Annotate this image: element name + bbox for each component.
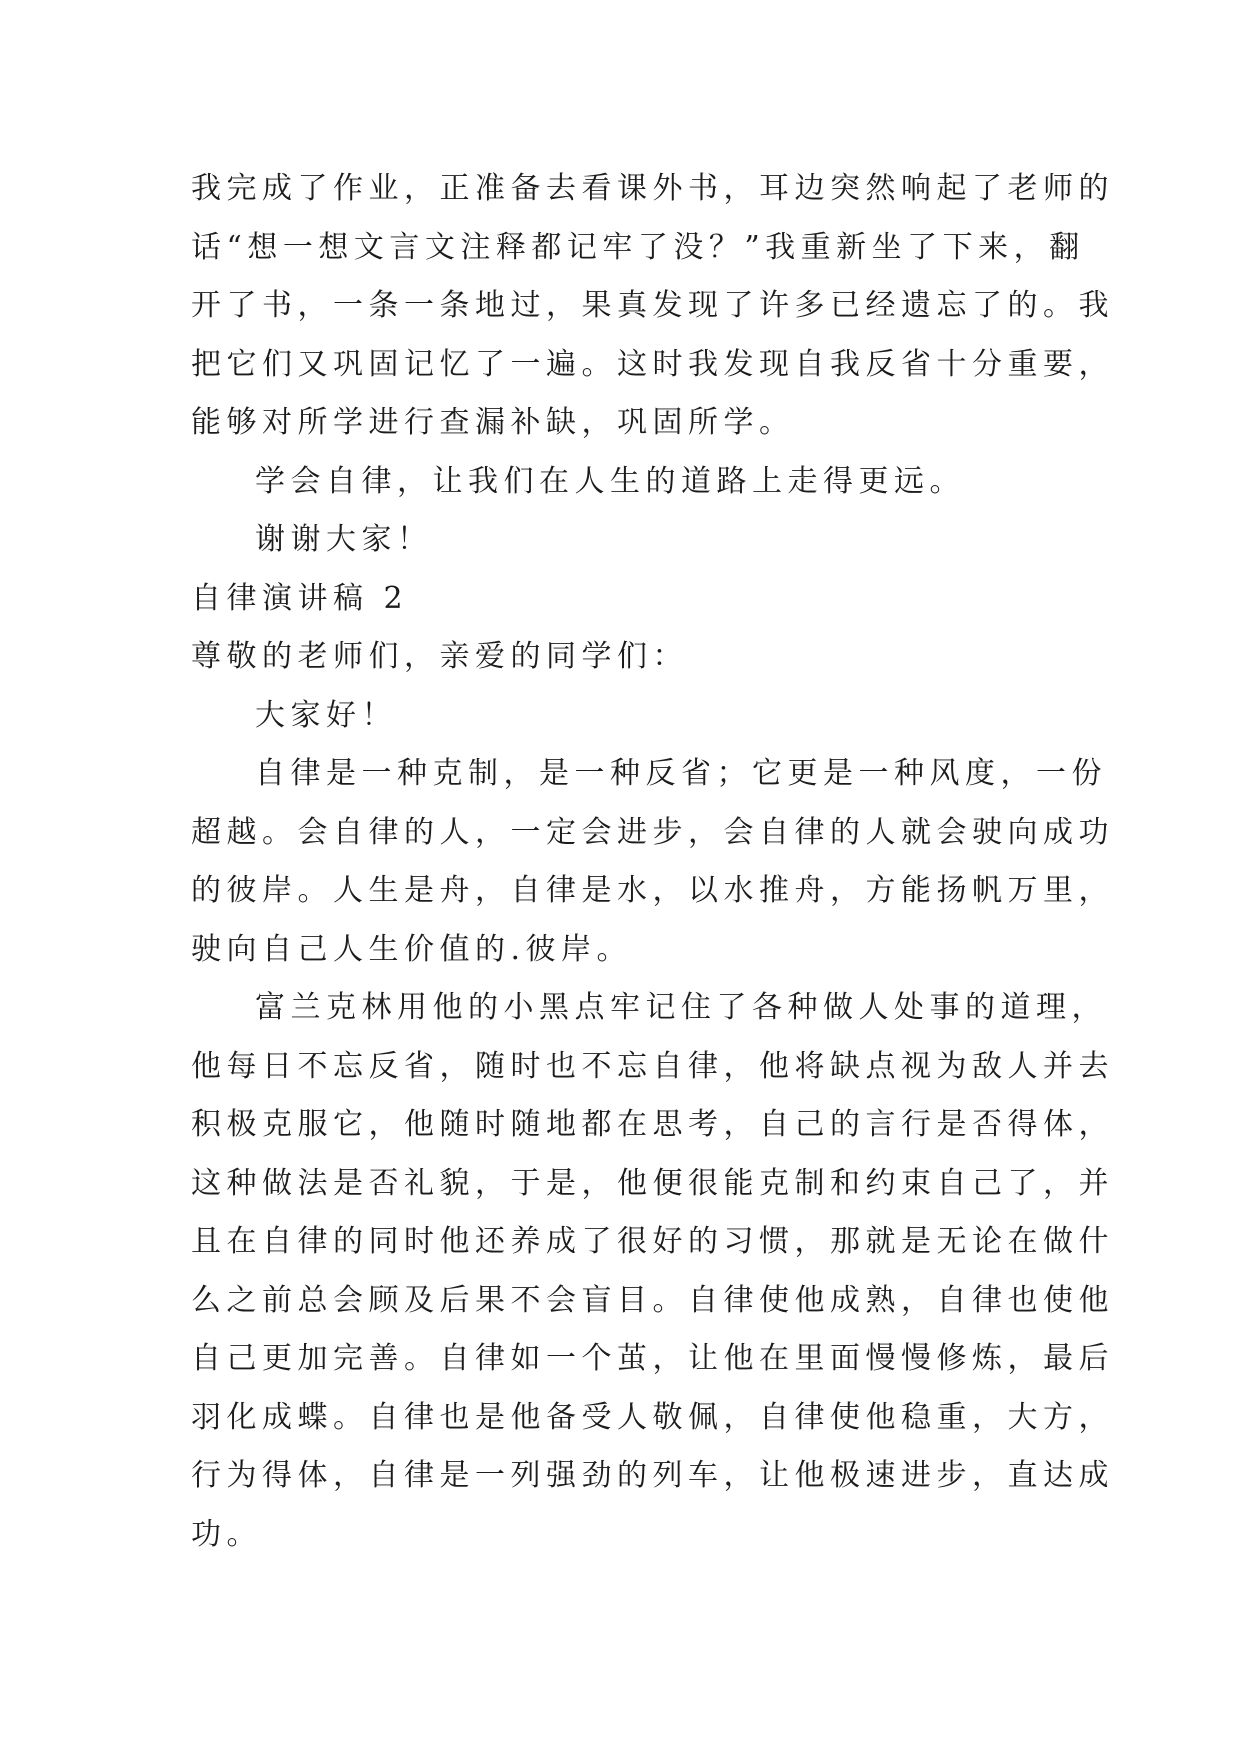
text-line: 我完成了作业，正准备去看课外书，耳边突然响起了老师的	[191, 171, 1114, 206]
salutation: 尊敬的老师们，亲爱的同学们：	[191, 639, 688, 674]
text-line: 自律是一种克制，是一种反省；它更是一种风度，一份	[255, 756, 1107, 791]
section-heading: 自律演讲稿 2	[191, 580, 409, 616]
text-line: 行为得体，自律是一列强劲的列车，让他极速进步，直达成	[191, 1458, 1114, 1493]
text-line: 话“想一想文言文注释都记牢了没？”我重新坐了下来，翻	[191, 229, 1085, 265]
text-line: 学会自律，让我们在人生的道路上走得更远。	[255, 463, 965, 499]
text-line: 么之前总会顾及后果不会盲目。自律使他成熟，自律也使他	[191, 1282, 1114, 1318]
text-line: 能够对所学进行查漏补缺，巩固所学。	[191, 405, 795, 440]
text-line: 羽化成蝶。自律也是他备受人敬佩，自律使他稳重，大方，	[191, 1399, 1114, 1435]
text-line: 功。	[191, 1516, 262, 1552]
greeting: 大家好！	[255, 697, 397, 733]
text-line: 积极克服它，他随时随地都在思考，自己的言行是否得体，	[191, 1107, 1114, 1142]
text-line: 把它们又巩固记忆了一遍。这时我发现自我反省十分重要，	[191, 346, 1114, 382]
text-line: 自己更加完善。自律如一个茧，让他在里面慢慢修炼，最后	[191, 1341, 1114, 1376]
text-line: 驶向自己人生价值的.彼岸。	[191, 931, 633, 967]
text-line: 富兰克林用他的小黑点牢记住了各种做人处事的道理，	[255, 990, 1107, 1025]
text-line: 谢谢大家！	[255, 522, 433, 557]
text-line: 开了书，一条一条地过，果真发现了许多已经遗忘了的。我	[191, 288, 1114, 323]
text-line: 这种做法是否礼貌，于是，他便很能克制和约束自己了，并	[191, 1165, 1114, 1201]
text-line: 他每日不忘反省，随时也不忘自律，他将缺点视为敌人并去	[191, 1048, 1114, 1084]
text-line: 超越。会自律的人，一定会进步，会自律的人就会驶向成功	[191, 814, 1114, 850]
document-page	[191, 160, 1114, 1564]
text-line: 且在自律的同时他还养成了很好的习惯，那就是无论在做什	[191, 1224, 1114, 1259]
text-line: 的彼岸。人生是舟，自律是水，以水推舟，方能扬帆万里，	[191, 873, 1114, 908]
